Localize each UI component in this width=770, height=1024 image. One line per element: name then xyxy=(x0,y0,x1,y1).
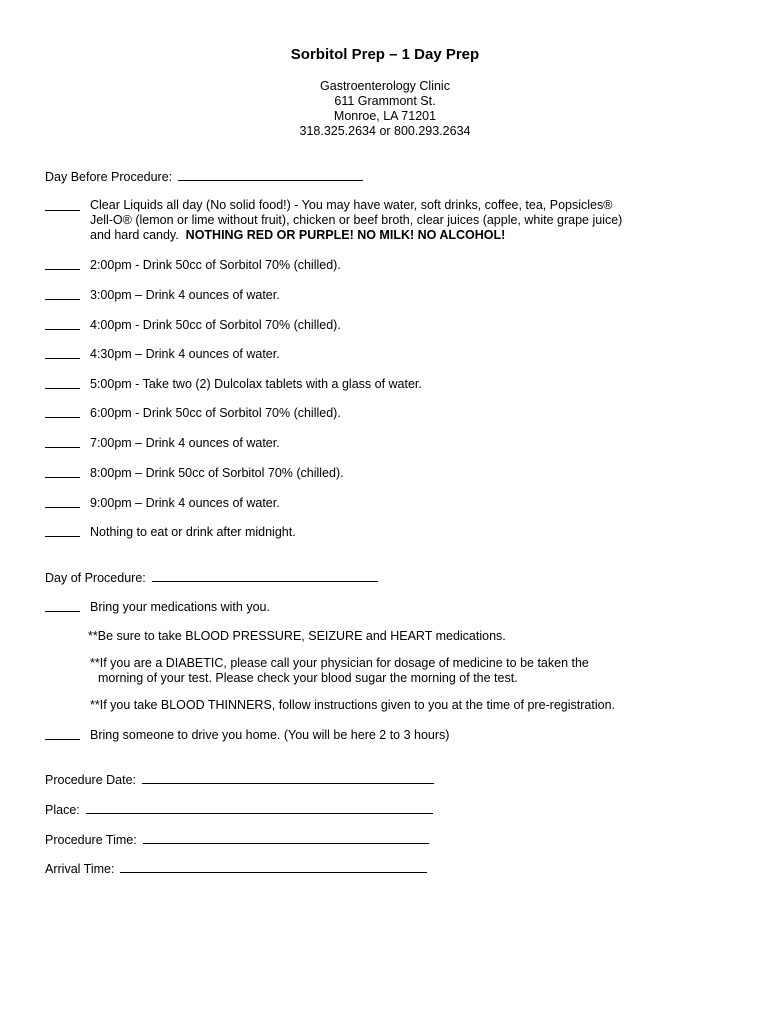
step-item: 6:00pm - Drink 50cc of Sorbitol 70% (chilled). xyxy=(90,406,341,420)
procedure-time-label: Procedure Time: xyxy=(45,833,137,847)
day-of-date-field[interactable] xyxy=(152,570,378,582)
clear-liquids-line3 xyxy=(90,228,505,243)
bring-driver: Bring someone to drive you home. (You will be here 2 to 3 hours) xyxy=(90,728,450,742)
clinic-city: Monroe, LA 71201 xyxy=(333,109,437,123)
day-of-row xyxy=(45,570,378,586)
step-item: 7:00pm – Drink 4 ounces of water. xyxy=(90,436,280,450)
place-label: Place: xyxy=(45,803,80,817)
checkbox-blank[interactable] xyxy=(45,600,80,616)
arrival-time-row xyxy=(45,861,427,877)
day-before-row xyxy=(45,169,363,185)
checkbox-blank[interactable] xyxy=(45,436,80,452)
bring-medications: Bring your medications with you. xyxy=(90,600,270,614)
document-title: Sorbitol Prep – 1 Day Prep xyxy=(290,46,480,63)
checkbox-blank[interactable] xyxy=(45,318,80,334)
note-diabetic-line1: **If you are a DIABETIC, please call your physician for dosage of medicine to be taken the xyxy=(90,656,589,670)
procedure-date-row xyxy=(45,772,434,788)
clear-liquids-line2: Jell-O® (lemon or lime without fruit), chicken or beef broth, clear juices (apple, white grape juice) xyxy=(90,213,623,227)
note-diabetic-line2: morning of your test. Please check your blood sugar the morning of the test. xyxy=(98,671,518,685)
clear-liquids-line1: Clear Liquids all day (No solid food!) - You may have water, soft drinks, coffee, tea, Popsicles® xyxy=(90,198,613,212)
day-before-label: Day Before Procedure: xyxy=(45,170,173,184)
clinic-name: Gastroenterology Clinic xyxy=(320,79,450,93)
checkbox-blank[interactable] xyxy=(45,525,80,541)
checkbox-blank[interactable] xyxy=(45,288,80,304)
checkbox-blank[interactable] xyxy=(45,406,80,422)
step-item: 2:00pm - Drink 50cc of Sorbitol 70% (chilled). xyxy=(90,258,341,272)
checkbox-blank[interactable] xyxy=(45,496,80,512)
clear-liquids-line3-text: and hard candy. xyxy=(90,228,186,242)
clinic-street: 611 Grammont St. xyxy=(334,94,436,108)
checkbox-blank[interactable] xyxy=(45,347,80,363)
step-item: 3:00pm – Drink 4 ounces of water. xyxy=(90,288,280,302)
arrival-time-field[interactable] xyxy=(120,861,427,873)
place-row xyxy=(45,802,433,818)
clear-liquids-warning: NOTHING RED OR PURPLE! NO MILK! NO ALCOHOL! xyxy=(185,228,506,242)
day-before-date-field[interactable] xyxy=(178,169,363,181)
procedure-date-field[interactable] xyxy=(142,772,434,784)
note-blood-pressure: **Be sure to take BLOOD PRESSURE, SEIZURE and HEART medications. xyxy=(88,629,506,643)
day-of-label: Day of Procedure: xyxy=(45,571,146,585)
arrival-time-label: Arrival Time: xyxy=(45,862,115,876)
note-blood-thinners: **If you take BLOOD THINNERS, follow instructions given to you at the time of pre-registration. xyxy=(90,698,615,712)
step-item: Nothing to eat or drink after midnight. xyxy=(90,525,296,539)
procedure-date-label: Procedure Date: xyxy=(45,773,137,787)
checkbox-blank[interactable] xyxy=(45,728,80,744)
clinic-phone: 318.325.2634 or 800.293.2634 xyxy=(299,124,471,138)
step-item: 5:00pm - Take two (2) Dulcolax tablets with a glass of water. xyxy=(90,377,422,391)
step-item: 4:30pm – Drink 4 ounces of water. xyxy=(90,347,280,361)
step-item: 9:00pm – Drink 4 ounces of water. xyxy=(90,496,280,510)
checkbox-blank[interactable] xyxy=(45,466,80,482)
place-field[interactable] xyxy=(86,802,433,814)
procedure-time-field[interactable] xyxy=(143,832,429,844)
checkbox-blank[interactable] xyxy=(45,199,80,215)
checkbox-blank[interactable] xyxy=(45,377,80,393)
step-item: 4:00pm - Drink 50cc of Sorbitol 70% (chilled). xyxy=(90,318,341,332)
step-item: 8:00pm – Drink 50cc of Sorbitol 70% (chilled). xyxy=(90,466,344,480)
checkbox-blank[interactable] xyxy=(45,258,80,274)
procedure-time-row xyxy=(45,832,429,848)
